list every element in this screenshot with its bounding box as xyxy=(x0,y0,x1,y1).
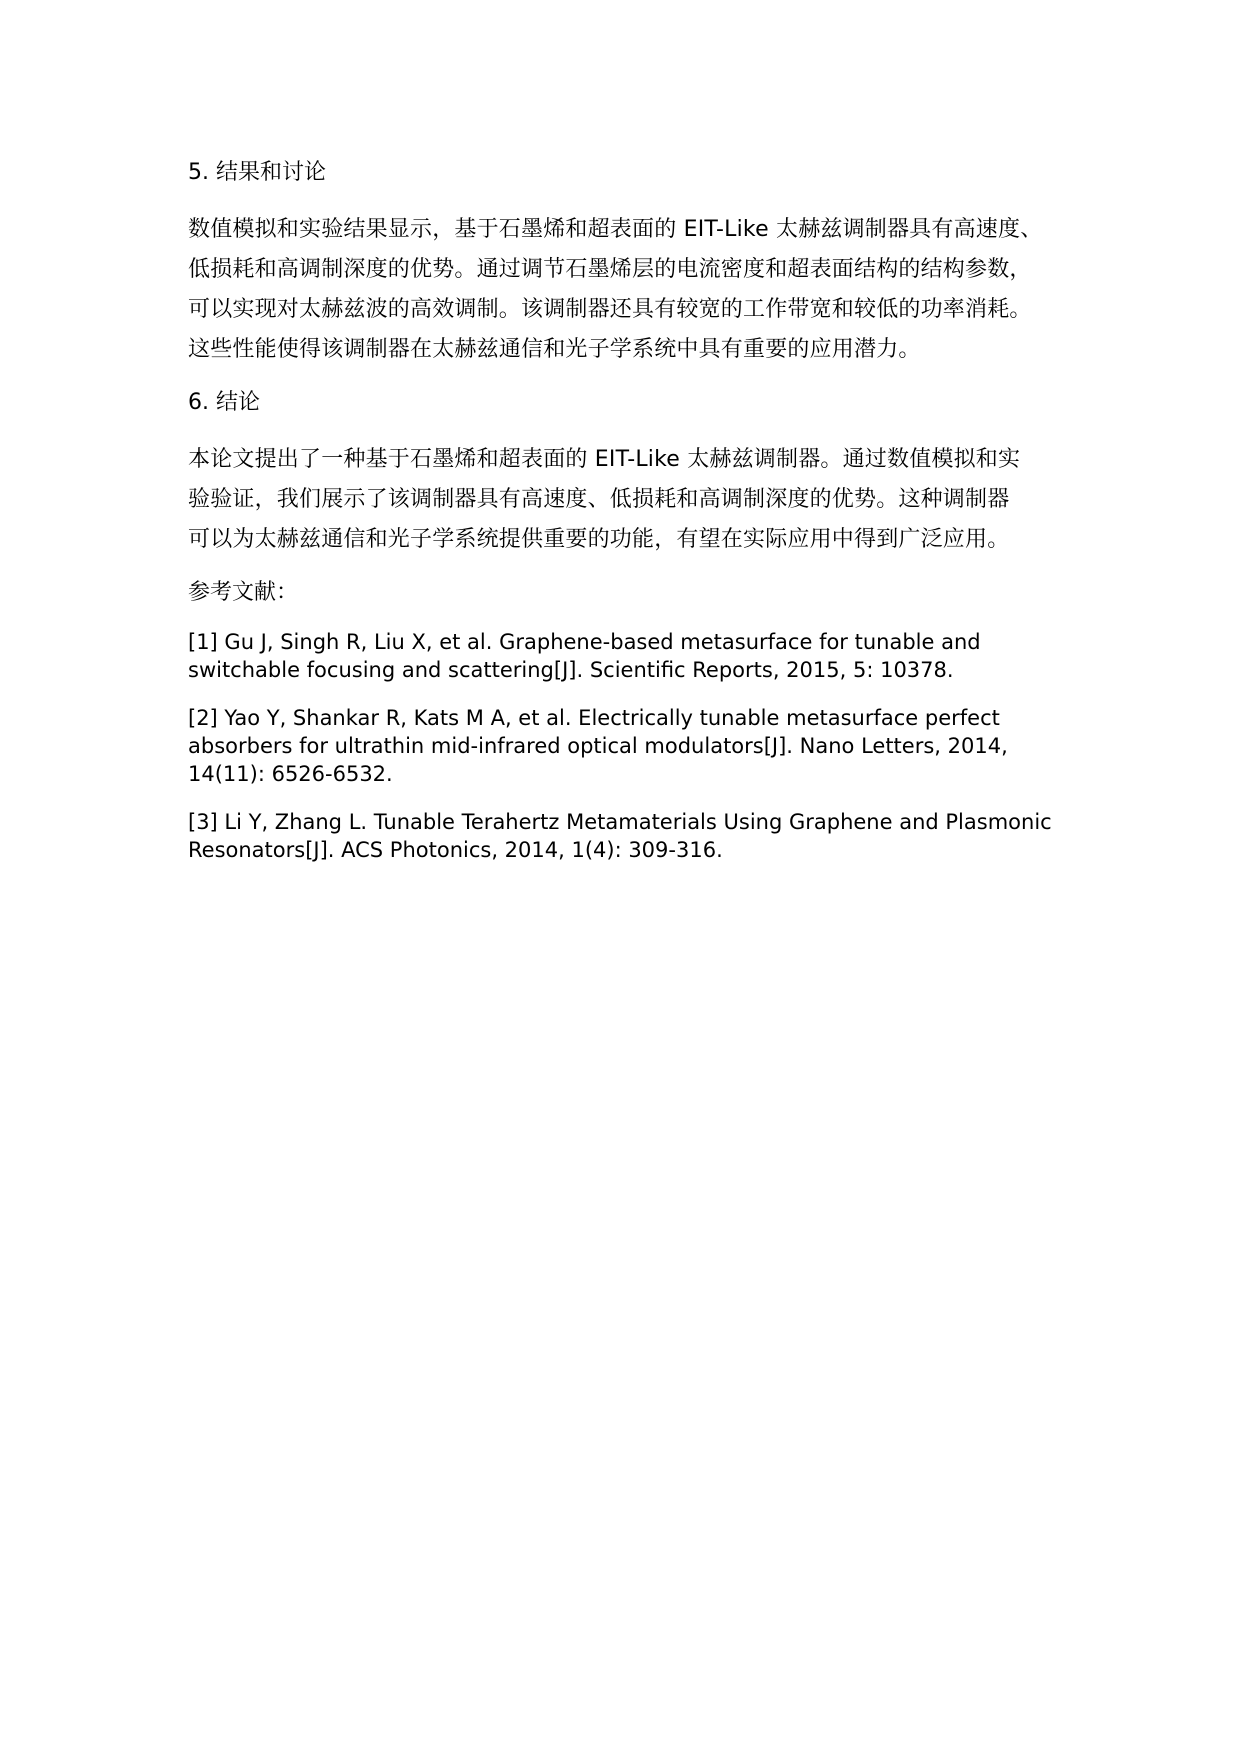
reference-line: absorbers for ultrathin mid-infrared optical modulators[J]. Nano Letters, 2014, xyxy=(188,734,1008,758)
reference-item-3 xyxy=(188,808,1088,864)
paragraph-line: 低损耗和高调制深度的优势。通过调节石墨烯层的电流密度和超表面结构的结构参数， xyxy=(188,257,1032,282)
reference-line: 14(11): 6526-6532. xyxy=(188,762,393,786)
paragraph-line: 验验证，我们展示了该调制器具有高速度、低损耗和高调制深度的优势。这种调制器 xyxy=(188,487,1010,512)
paragraph-line: 可以实现对太赫兹波的高效调制。该调制器还具有较宽的工作带宽和较低的功率消耗。 xyxy=(188,297,1032,322)
paragraph-line: 本论文提出了一种基于石墨烯和超表面的 EIT-Like 太赫兹调制器。通过数值模拟和实 xyxy=(188,447,1021,472)
reference-item-2 xyxy=(188,704,1088,788)
section-5-paragraph xyxy=(188,210,1088,370)
reference-line: switchable focusing and scattering[J]. Scientific Reports, 2015, 5: 10378. xyxy=(188,658,954,682)
section-6-heading: 6. 结论 xyxy=(188,390,260,415)
reference-line: [2] Yao Y, Shankar R, Kats M A, et al. Electrically tunable metasurface perfect xyxy=(188,706,1000,730)
paragraph-line: 可以为太赫兹通信和光子学系统提供重要的功能，有望在实际应用中得到广泛应用。 xyxy=(188,527,1010,552)
reference-line: Resonators[J]. ACS Photonics, 2014, 1(4): 309-316. xyxy=(188,838,723,862)
reference-item-1 xyxy=(188,628,1088,684)
reference-line: [1] Gu J, Singh R, Liu X, et al. Graphene-based metasurface for tunable and xyxy=(188,630,981,654)
paragraph-line: 数值模拟和实验结果显示，基于石墨烯和超表面的 EIT-Like 太赫兹调制器具有高速度、 xyxy=(188,217,1043,242)
paragraph-line: 这些性能使得该调制器在太赫兹通信和光子学系统中具有重要的应用潜力。 xyxy=(188,337,921,362)
reference-line: [3] Li Y, Zhang L. Tunable Terahertz Metamaterials Using Graphene and Plasmonic xyxy=(188,810,1052,834)
section-5-heading: 5. 结果和讨论 xyxy=(188,160,326,185)
section-6-paragraph xyxy=(188,440,1088,560)
references-heading: 参考文献： xyxy=(188,580,299,605)
document-content xyxy=(188,158,1088,884)
